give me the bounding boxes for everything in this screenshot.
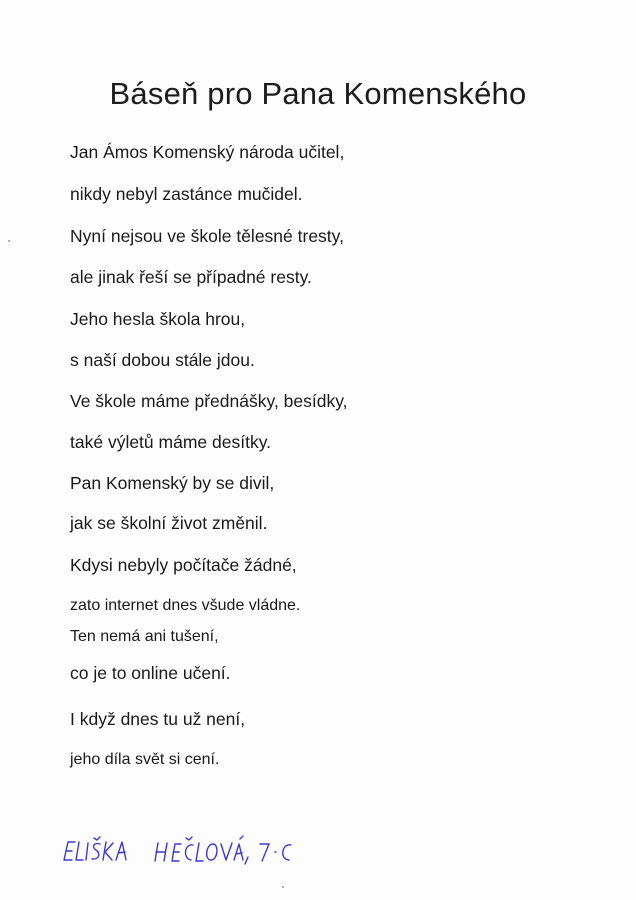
poem-line: Jeho hesla škola hrou,	[70, 309, 246, 329]
poem-line: jeho díla svět si cení.	[70, 751, 220, 768]
poem-line: Nyní nejsou ve škole tělesné tresty,	[70, 226, 344, 246]
poem-line: s naší dobou stále jdou.	[70, 350, 255, 370]
scan-speck	[282, 886, 284, 888]
poem-line: nikdy nebyl zastánce mučidel.	[70, 184, 303, 204]
poem-line: Jan Ámos Komenský národa učitel,	[70, 142, 345, 162]
poem-line: Ten nemá ani tušení,	[70, 628, 219, 645]
poem-line: jak se školní život změnil.	[70, 513, 268, 533]
poem-line: co je to online učení.	[70, 663, 231, 683]
scan-speck	[8, 240, 10, 242]
poem-title: Báseň pro Pana Komenského	[109, 76, 527, 111]
poem-line: Kdysi nebyly počítače žádné,	[70, 555, 297, 575]
poem-line: Ve škole máme přednášky, besídky,	[70, 391, 348, 411]
poem-line: I když dnes tu už není,	[70, 709, 246, 729]
handwritten-signature	[58, 830, 328, 870]
poem-line: ale jinak řeší se případné resty.	[70, 267, 312, 287]
poem-line: zato internet dnes všude vládne.	[70, 597, 301, 614]
poem-line: také výletů máme desítky.	[70, 432, 272, 452]
poem-line: Pan Komenský by se divil,	[70, 473, 275, 493]
